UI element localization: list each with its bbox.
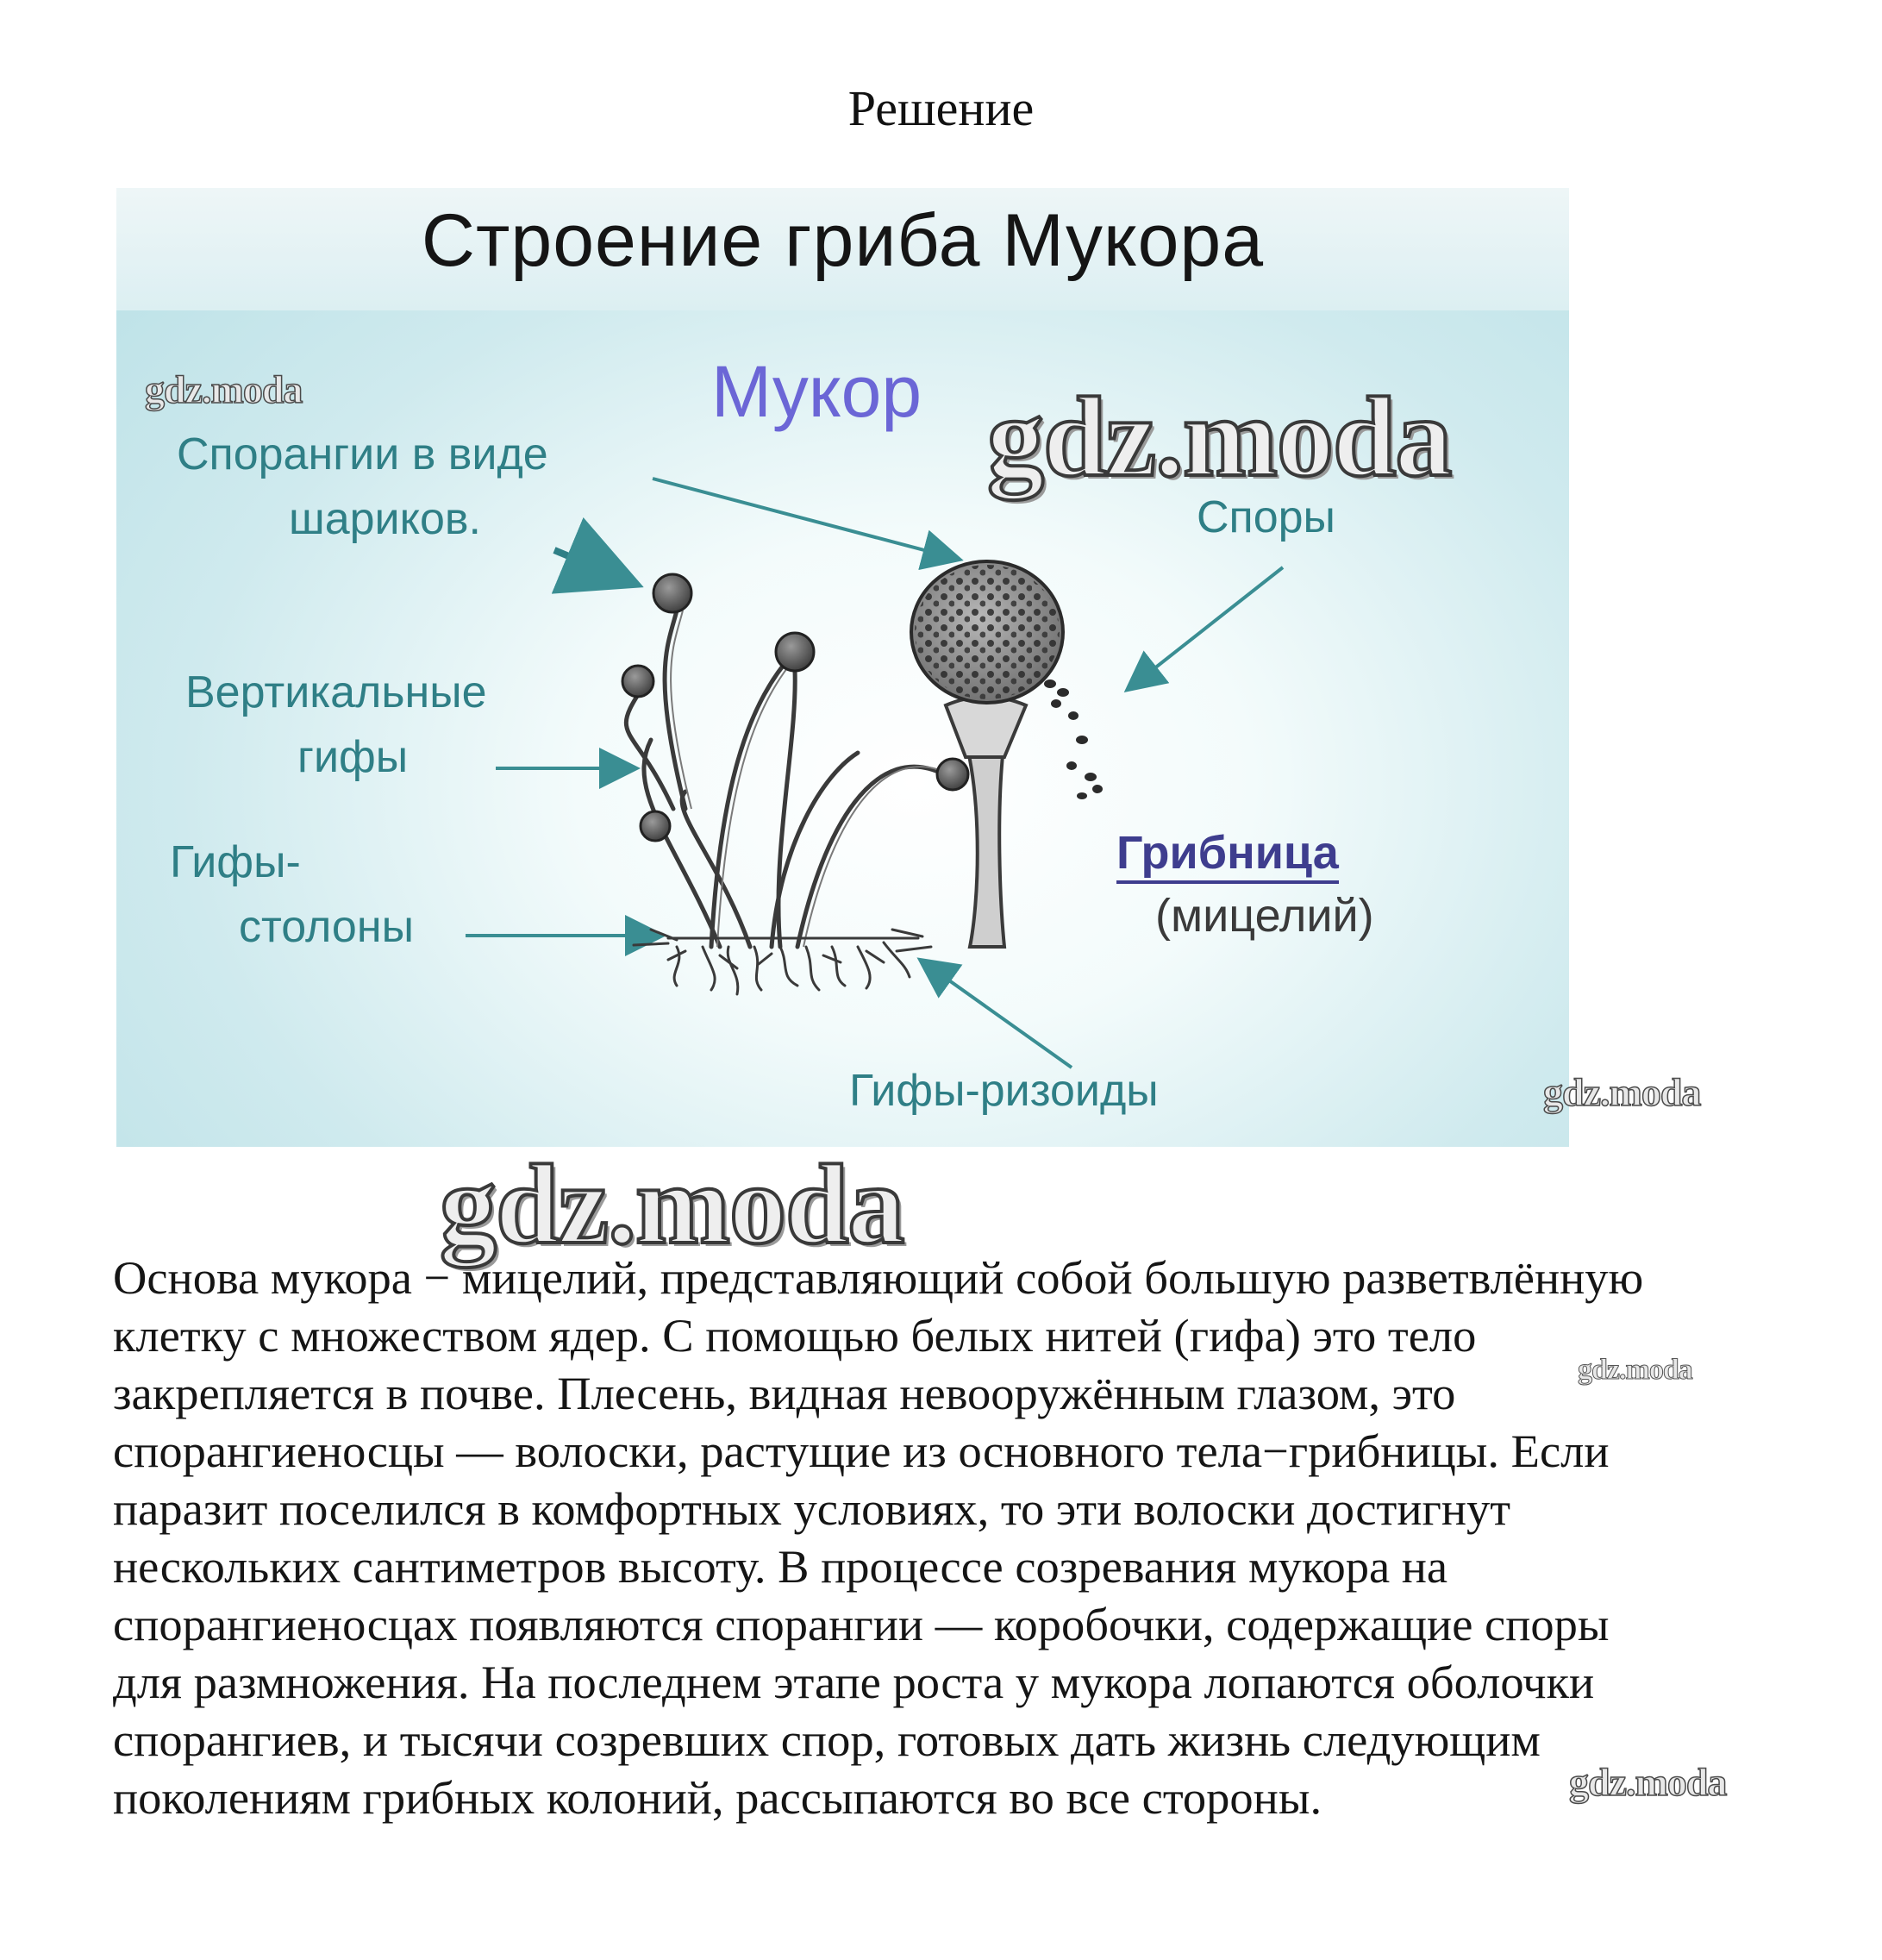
watermark-1: gdz.moda (145, 367, 303, 411)
text-line: спорангиев, и тысячи созревших спор, готовых дать жизнь следующим (113, 1713, 1541, 1766)
label-vertical-line2: гифы (297, 732, 409, 783)
label-mycelium-main: Грибница (1116, 827, 1339, 884)
label-mycelium (1116, 822, 1374, 948)
arrow-sporangia-small (554, 550, 631, 582)
label-stolons-line2: столоны (239, 902, 414, 953)
sporangium-1 (653, 574, 691, 612)
watermark-5: gdz.moda (1578, 1354, 1692, 1386)
big-sporangiophore (966, 740, 1004, 947)
label-sporangia-line1: Спорангии в виде (177, 429, 548, 479)
arrow-rhizoids (922, 961, 1072, 1068)
page-heading: Решение (847, 80, 1035, 136)
watermark-6: gdz.moda (1569, 1760, 1727, 1804)
sporangium-4 (937, 759, 968, 790)
explanation-text (113, 1249, 1803, 1826)
text-line: клетку с множеством ядер. С помощью белых нитей (гифа) это тело (113, 1309, 1477, 1362)
label-sporangia-line2: шариков. (289, 494, 481, 545)
text-line: паразит поселился в комфортных условиях, то эти волоски достигнут (113, 1482, 1511, 1535)
mucor-structure-figure (116, 188, 1569, 1147)
label-vertical-line1: Вертикальные (185, 667, 487, 717)
sporangium-3 (776, 633, 814, 671)
sporangium-2 (622, 666, 653, 697)
text-line: поколениям грибных колоний, рассыпаются во все стороны. (113, 1771, 1322, 1824)
mucor-name: Мукор (711, 351, 922, 432)
label-stolons-line1: Гифы- (170, 837, 301, 887)
text-line: спорангиеносцах появляются спорангии — коробочки, содержащие споры (113, 1598, 1610, 1650)
scattered-spores (1044, 679, 1103, 799)
rhizoids (634, 930, 931, 994)
watermark-4: gdz.moda (440, 1141, 904, 1268)
figure-title: Строение гриба Мукора (421, 199, 1265, 282)
text-line: Основа мукора − мицелий, представляющий собой большую разветвлённую (113, 1251, 1644, 1304)
text-line: закрепляется в почве. Плесень, видная невооружённым глазом, это (113, 1367, 1456, 1419)
arrow-spores (1129, 567, 1283, 688)
text-line: нескольких сантиметров высоту. В процессе созревания мукора на (113, 1540, 1448, 1593)
label-sporangia (177, 423, 548, 553)
label-mycelium-sub: (мицелий) (1155, 889, 1374, 942)
text-line: для размножения. На последнем этапе роста у мукора лопаются оболочки (113, 1656, 1595, 1708)
label-spores: Споры (1197, 492, 1335, 542)
sporangium-5 (641, 811, 670, 841)
text-line: спорангиеносцы — волоски, растущие из основного тела−грибницы. Если (113, 1425, 1610, 1477)
arrow-sporangia-big (653, 479, 957, 559)
label-vertical-hyphae (185, 661, 487, 791)
watermark-2: gdz.moda (987, 373, 1452, 500)
watermark-3: gdz.moda (1543, 1070, 1701, 1114)
label-rhizoids: Гифы-ризоиды (849, 1066, 1159, 1116)
label-stolons (170, 830, 414, 961)
